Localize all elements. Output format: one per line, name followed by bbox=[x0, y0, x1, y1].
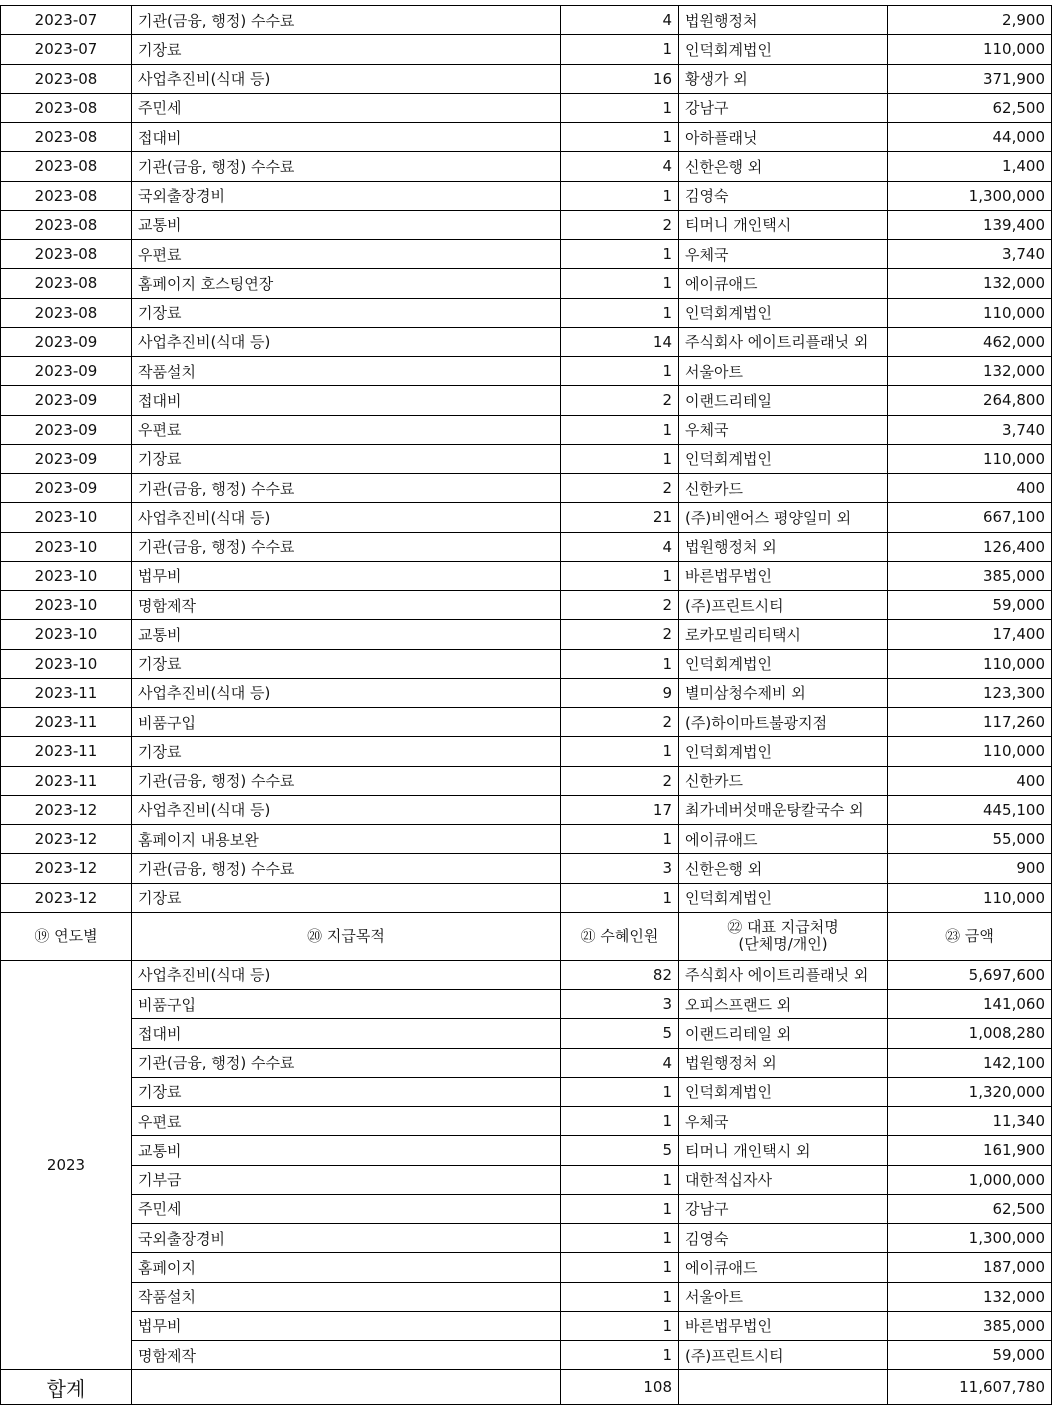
table-row bbox=[1, 357, 1052, 386]
amount-cell: 139,400 bbox=[888, 210, 1052, 239]
payee-cell: 신한은행 외 bbox=[679, 854, 888, 883]
purpose-cell: 기관(금융, 행정) 수수료 bbox=[132, 1048, 561, 1077]
payee-cell: (주)프린트시티 bbox=[679, 1341, 888, 1370]
total-payee bbox=[679, 1370, 888, 1405]
total-count: 108 bbox=[561, 1370, 679, 1405]
purpose-cell: 기관(금융, 행정) 수수료 bbox=[132, 766, 561, 795]
payee-cell: 이랜드리테일 bbox=[679, 386, 888, 415]
count-cell: 1 bbox=[561, 561, 679, 590]
month-cell: 2023-08 bbox=[1, 298, 132, 327]
month-cell: 2023-09 bbox=[1, 357, 132, 386]
count-cell: 4 bbox=[561, 1048, 679, 1077]
amount-cell: 1,320,000 bbox=[888, 1077, 1052, 1106]
purpose-cell: 기부금 bbox=[132, 1165, 561, 1194]
purpose-cell: 기장료 bbox=[132, 298, 561, 327]
count-cell: 1 bbox=[561, 35, 679, 64]
amount-cell: 110,000 bbox=[888, 35, 1052, 64]
payee-cell: 티머니 개인택시 bbox=[679, 210, 888, 239]
table-row bbox=[1, 649, 1052, 678]
count-cell: 2 bbox=[561, 210, 679, 239]
month-cell: 2023-10 bbox=[1, 649, 132, 678]
month-cell: 2023-09 bbox=[1, 386, 132, 415]
total-row bbox=[1, 1370, 1052, 1405]
total-amount: 11,607,780 bbox=[888, 1370, 1052, 1405]
amount-cell: 3,740 bbox=[888, 415, 1052, 444]
table-row bbox=[1, 532, 1052, 561]
amount-cell: 132,000 bbox=[888, 357, 1052, 386]
table-row bbox=[1, 64, 1052, 93]
payee-cell: 이랜드리테일 외 bbox=[679, 1019, 888, 1048]
count-cell: 4 bbox=[561, 6, 679, 35]
payee-cell: 로카모빌리티택시 bbox=[679, 620, 888, 649]
amount-cell: 462,000 bbox=[888, 327, 1052, 356]
amount-cell: 110,000 bbox=[888, 444, 1052, 473]
payee-cell: 법원행정처 bbox=[679, 6, 888, 35]
table-row bbox=[1, 240, 1052, 269]
month-cell: 2023-10 bbox=[1, 532, 132, 561]
purpose-cell: 접대비 bbox=[132, 386, 561, 415]
month-cell: 2023-08 bbox=[1, 269, 132, 298]
payee-cell: 티머니 개인택시 외 bbox=[679, 1136, 888, 1165]
purpose-cell: 기관(금융, 행정) 수수료 bbox=[132, 474, 561, 503]
payee-cell: 아하플래닛 bbox=[679, 123, 888, 152]
payee-cell: 김영숙 bbox=[679, 1224, 888, 1253]
payee-cell: 인덕회계법인 bbox=[679, 883, 888, 912]
payee-cell: (주)프린트시티 bbox=[679, 591, 888, 620]
table-row bbox=[1, 93, 1052, 122]
amount-cell: 264,800 bbox=[888, 386, 1052, 415]
amount-cell: 187,000 bbox=[888, 1253, 1052, 1282]
purpose-cell: 법무비 bbox=[132, 1311, 561, 1340]
purpose-cell: 주민세 bbox=[132, 93, 561, 122]
count-cell: 2 bbox=[561, 386, 679, 415]
count-cell: 21 bbox=[561, 503, 679, 532]
purpose-cell: 접대비 bbox=[132, 1019, 561, 1048]
table-row bbox=[1, 6, 1052, 35]
payee-cell: 신한카드 bbox=[679, 766, 888, 795]
purpose-cell: 명함제작 bbox=[132, 1341, 561, 1370]
header-payee-line1: ㉒ 대표 지급처명 bbox=[727, 918, 839, 937]
purpose-cell: 작품설치 bbox=[132, 1282, 561, 1311]
amount-cell: 123,300 bbox=[888, 678, 1052, 707]
count-cell: 14 bbox=[561, 327, 679, 356]
month-cell: 2023-08 bbox=[1, 123, 132, 152]
summary-year-cell: 2023 bbox=[1, 960, 132, 1370]
payee-cell: 에이큐애드 bbox=[679, 1253, 888, 1282]
count-cell: 2 bbox=[561, 474, 679, 503]
table-row bbox=[1, 415, 1052, 444]
count-cell: 1 bbox=[561, 825, 679, 854]
payee-cell: 강남구 bbox=[679, 1194, 888, 1223]
amount-cell: 110,000 bbox=[888, 883, 1052, 912]
month-cell: 2023-08 bbox=[1, 240, 132, 269]
count-cell: 1 bbox=[561, 1253, 679, 1282]
month-cell: 2023-08 bbox=[1, 64, 132, 93]
amount-cell: 62,500 bbox=[888, 93, 1052, 122]
summary-row bbox=[1, 960, 1052, 989]
month-cell: 2023-10 bbox=[1, 620, 132, 649]
table-row bbox=[1, 591, 1052, 620]
payee-cell: 별미삼청수제비 외 bbox=[679, 678, 888, 707]
payee-cell: (주)비앤어스 평양일미 외 bbox=[679, 503, 888, 532]
payee-cell: 법원행정처 외 bbox=[679, 1048, 888, 1077]
summary-row bbox=[1, 1341, 1052, 1370]
purpose-cell: 사업추진비(식대 등) bbox=[132, 64, 561, 93]
amount-cell: 59,000 bbox=[888, 591, 1052, 620]
month-cell: 2023-08 bbox=[1, 210, 132, 239]
month-cell: 2023-08 bbox=[1, 181, 132, 210]
payee-cell: 인덕회계법인 bbox=[679, 737, 888, 766]
amount-cell: 55,000 bbox=[888, 825, 1052, 854]
count-cell: 1 bbox=[561, 1194, 679, 1223]
amount-cell: 132,000 bbox=[888, 1282, 1052, 1311]
amount-cell: 62,500 bbox=[888, 1194, 1052, 1223]
purpose-cell: 기장료 bbox=[132, 649, 561, 678]
table-row bbox=[1, 883, 1052, 912]
count-cell: 4 bbox=[561, 152, 679, 181]
amount-cell: 400 bbox=[888, 766, 1052, 795]
purpose-cell: 기관(금융, 행정) 수수료 bbox=[132, 6, 561, 35]
payee-cell: 바른법무법인 bbox=[679, 561, 888, 590]
total-label: 합계 bbox=[1, 1370, 132, 1405]
amount-cell: 110,000 bbox=[888, 737, 1052, 766]
amount-cell: 5,697,600 bbox=[888, 960, 1052, 989]
purpose-cell: 국외출장경비 bbox=[132, 1224, 561, 1253]
purpose-cell: 우편료 bbox=[132, 240, 561, 269]
summary-row bbox=[1, 1253, 1052, 1282]
amount-cell: 59,000 bbox=[888, 1341, 1052, 1370]
count-cell: 1 bbox=[561, 1107, 679, 1136]
purpose-cell: 기관(금융, 행정) 수수료 bbox=[132, 152, 561, 181]
payee-cell: 인덕회계법인 bbox=[679, 649, 888, 678]
amount-cell: 371,900 bbox=[888, 64, 1052, 93]
purpose-cell: 사업추진비(식대 등) bbox=[132, 327, 561, 356]
summary-row bbox=[1, 1107, 1052, 1136]
payee-cell: 서울아트 bbox=[679, 357, 888, 386]
amount-cell: 110,000 bbox=[888, 649, 1052, 678]
amount-cell: 1,400 bbox=[888, 152, 1052, 181]
header-count: ㉑ 수혜인원 bbox=[561, 912, 679, 960]
purpose-cell: 홈페이지 호스팅연장 bbox=[132, 269, 561, 298]
table-row bbox=[1, 854, 1052, 883]
summary-row bbox=[1, 1311, 1052, 1340]
purpose-cell: 비품구입 bbox=[132, 708, 561, 737]
count-cell: 2 bbox=[561, 708, 679, 737]
month-cell: 2023-11 bbox=[1, 678, 132, 707]
count-cell: 82 bbox=[561, 960, 679, 989]
count-cell: 4 bbox=[561, 532, 679, 561]
amount-cell: 385,000 bbox=[888, 1311, 1052, 1340]
amount-cell: 1,000,000 bbox=[888, 1165, 1052, 1194]
purpose-cell: 접대비 bbox=[132, 123, 561, 152]
header-year: ⑲ 연도별 bbox=[1, 912, 132, 960]
count-cell: 2 bbox=[561, 766, 679, 795]
count-cell: 1 bbox=[561, 649, 679, 678]
amount-cell: 1,008,280 bbox=[888, 1019, 1052, 1048]
payee-cell: 황생가 외 bbox=[679, 64, 888, 93]
month-cell: 2023-07 bbox=[1, 6, 132, 35]
payee-cell: 인덕회계법인 bbox=[679, 1077, 888, 1106]
summary-row bbox=[1, 1165, 1052, 1194]
payee-cell: 주식회사 에이트리플래닛 외 bbox=[679, 960, 888, 989]
count-cell: 1 bbox=[561, 1341, 679, 1370]
count-cell: 1 bbox=[561, 181, 679, 210]
table-row bbox=[1, 152, 1052, 181]
purpose-cell: 국외출장경비 bbox=[132, 181, 561, 210]
count-cell: 17 bbox=[561, 795, 679, 824]
amount-cell: 900 bbox=[888, 854, 1052, 883]
table-row bbox=[1, 825, 1052, 854]
table-row bbox=[1, 181, 1052, 210]
amount-cell: 400 bbox=[888, 474, 1052, 503]
purpose-cell: 기관(금융, 행정) 수수료 bbox=[132, 854, 561, 883]
amount-cell: 141,060 bbox=[888, 990, 1052, 1019]
purpose-cell: 사업추진비(식대 등) bbox=[132, 503, 561, 532]
count-cell: 5 bbox=[561, 1136, 679, 1165]
purpose-cell: 법무비 bbox=[132, 561, 561, 590]
summary-row bbox=[1, 1077, 1052, 1106]
count-cell: 1 bbox=[561, 357, 679, 386]
table-row bbox=[1, 298, 1052, 327]
payee-cell: 에이큐애드 bbox=[679, 269, 888, 298]
table-row bbox=[1, 620, 1052, 649]
summary-row bbox=[1, 1019, 1052, 1048]
purpose-cell: 홈페이지 내용보완 bbox=[132, 825, 561, 854]
month-cell: 2023-12 bbox=[1, 883, 132, 912]
table-row bbox=[1, 327, 1052, 356]
total-purpose bbox=[132, 1370, 561, 1405]
month-cell: 2023-11 bbox=[1, 737, 132, 766]
header-payee bbox=[679, 912, 888, 960]
purpose-cell: 기장료 bbox=[132, 883, 561, 912]
purpose-cell: 우편료 bbox=[132, 415, 561, 444]
expense-table bbox=[0, 5, 1052, 1405]
amount-cell: 44,000 bbox=[888, 123, 1052, 152]
payee-cell: 우체국 bbox=[679, 415, 888, 444]
summary-row bbox=[1, 1136, 1052, 1165]
header-payee-line2: (단체명/개인) bbox=[738, 935, 828, 954]
purpose-cell: 교통비 bbox=[132, 1136, 561, 1165]
purpose-cell: 명함제작 bbox=[132, 591, 561, 620]
table-row bbox=[1, 444, 1052, 473]
month-cell: 2023-08 bbox=[1, 152, 132, 181]
count-cell: 1 bbox=[561, 737, 679, 766]
summary-row bbox=[1, 990, 1052, 1019]
table-row bbox=[1, 678, 1052, 707]
header-purpose: ⑳ 지급목적 bbox=[132, 912, 561, 960]
payee-cell: 신한은행 외 bbox=[679, 152, 888, 181]
table-row bbox=[1, 386, 1052, 415]
payee-cell: 주식회사 에이트리플래닛 외 bbox=[679, 327, 888, 356]
purpose-cell: 주민세 bbox=[132, 1194, 561, 1223]
amount-cell: 161,900 bbox=[888, 1136, 1052, 1165]
count-cell: 1 bbox=[561, 1224, 679, 1253]
payee-cell: 오피스프랜드 외 bbox=[679, 990, 888, 1019]
amount-cell: 2,900 bbox=[888, 6, 1052, 35]
payee-cell: 바른법무법인 bbox=[679, 1311, 888, 1340]
count-cell: 1 bbox=[561, 123, 679, 152]
amount-cell: 110,000 bbox=[888, 298, 1052, 327]
month-cell: 2023-10 bbox=[1, 591, 132, 620]
month-cell: 2023-12 bbox=[1, 825, 132, 854]
count-cell: 1 bbox=[561, 1311, 679, 1340]
month-cell: 2023-10 bbox=[1, 503, 132, 532]
table-row bbox=[1, 123, 1052, 152]
count-cell: 2 bbox=[561, 620, 679, 649]
amount-cell: 132,000 bbox=[888, 269, 1052, 298]
amount-cell: 117,260 bbox=[888, 708, 1052, 737]
payee-cell: 강남구 bbox=[679, 93, 888, 122]
purpose-cell: 기관(금융, 행정) 수수료 bbox=[132, 532, 561, 561]
table-row bbox=[1, 503, 1052, 532]
payee-cell: 법원행정처 외 bbox=[679, 532, 888, 561]
table-row bbox=[1, 795, 1052, 824]
purpose-cell: 기장료 bbox=[132, 444, 561, 473]
month-cell: 2023-10 bbox=[1, 561, 132, 590]
table-row bbox=[1, 708, 1052, 737]
payee-cell: 인덕회계법인 bbox=[679, 444, 888, 473]
count-cell: 2 bbox=[561, 591, 679, 620]
table-row bbox=[1, 737, 1052, 766]
purpose-cell: 사업추진비(식대 등) bbox=[132, 960, 561, 989]
purpose-cell: 작품설치 bbox=[132, 357, 561, 386]
payee-cell: 인덕회계법인 bbox=[679, 35, 888, 64]
purpose-cell: 비품구입 bbox=[132, 990, 561, 1019]
amount-cell: 445,100 bbox=[888, 795, 1052, 824]
payee-cell: 대한적십자사 bbox=[679, 1165, 888, 1194]
summary-row bbox=[1, 1224, 1052, 1253]
purpose-cell: 우편료 bbox=[132, 1107, 561, 1136]
count-cell: 1 bbox=[561, 93, 679, 122]
month-cell: 2023-09 bbox=[1, 474, 132, 503]
month-cell: 2023-07 bbox=[1, 35, 132, 64]
count-cell: 1 bbox=[561, 1282, 679, 1311]
count-cell: 1 bbox=[561, 415, 679, 444]
payee-cell: 서울아트 bbox=[679, 1282, 888, 1311]
count-cell: 1 bbox=[561, 269, 679, 298]
month-cell: 2023-11 bbox=[1, 766, 132, 795]
month-cell: 2023-09 bbox=[1, 415, 132, 444]
amount-cell: 3,740 bbox=[888, 240, 1052, 269]
count-cell: 1 bbox=[561, 240, 679, 269]
month-cell: 2023-12 bbox=[1, 795, 132, 824]
purpose-cell: 기장료 bbox=[132, 35, 561, 64]
payee-cell: 최가네버섯매운탕칼국수 외 bbox=[679, 795, 888, 824]
amount-cell: 142,100 bbox=[888, 1048, 1052, 1077]
payee-cell: 김영숙 bbox=[679, 181, 888, 210]
amount-cell: 17,400 bbox=[888, 620, 1052, 649]
count-cell: 1 bbox=[561, 1165, 679, 1194]
payee-cell: 우체국 bbox=[679, 240, 888, 269]
table-row bbox=[1, 561, 1052, 590]
amount-cell: 667,100 bbox=[888, 503, 1052, 532]
month-cell: 2023-09 bbox=[1, 444, 132, 473]
amount-cell: 11,340 bbox=[888, 1107, 1052, 1136]
purpose-cell: 교통비 bbox=[132, 620, 561, 649]
amount-cell: 1,300,000 bbox=[888, 181, 1052, 210]
month-cell: 2023-08 bbox=[1, 93, 132, 122]
amount-cell: 126,400 bbox=[888, 532, 1052, 561]
purpose-cell: 홈페이지 bbox=[132, 1253, 561, 1282]
month-cell: 2023-09 bbox=[1, 327, 132, 356]
payee-cell: 인덕회계법인 bbox=[679, 298, 888, 327]
count-cell: 3 bbox=[561, 990, 679, 1019]
month-cell: 2023-11 bbox=[1, 708, 132, 737]
count-cell: 9 bbox=[561, 678, 679, 707]
payee-cell: (주)하이마트불광지점 bbox=[679, 708, 888, 737]
purpose-cell: 사업추진비(식대 등) bbox=[132, 678, 561, 707]
table-row bbox=[1, 766, 1052, 795]
summary-row bbox=[1, 1282, 1052, 1311]
amount-cell: 385,000 bbox=[888, 561, 1052, 590]
amount-cell: 1,300,000 bbox=[888, 1224, 1052, 1253]
payee-cell: 에이큐애드 bbox=[679, 825, 888, 854]
count-cell: 1 bbox=[561, 1077, 679, 1106]
payee-cell: 우체국 bbox=[679, 1107, 888, 1136]
count-cell: 16 bbox=[561, 64, 679, 93]
purpose-cell: 사업추진비(식대 등) bbox=[132, 795, 561, 824]
count-cell: 1 bbox=[561, 298, 679, 327]
summary-header-row bbox=[1, 912, 1052, 960]
count-cell: 1 bbox=[561, 883, 679, 912]
table-row bbox=[1, 269, 1052, 298]
month-cell: 2023-12 bbox=[1, 854, 132, 883]
header-amount: ㉓ 금액 bbox=[888, 912, 1052, 960]
purpose-cell: 기장료 bbox=[132, 1077, 561, 1106]
purpose-cell: 교통비 bbox=[132, 210, 561, 239]
summary-row bbox=[1, 1048, 1052, 1077]
summary-row bbox=[1, 1194, 1052, 1223]
purpose-cell: 기장료 bbox=[132, 737, 561, 766]
payee-cell: 신한카드 bbox=[679, 474, 888, 503]
table-row bbox=[1, 35, 1052, 64]
table-row bbox=[1, 210, 1052, 239]
table-row bbox=[1, 474, 1052, 503]
count-cell: 3 bbox=[561, 854, 679, 883]
count-cell: 5 bbox=[561, 1019, 679, 1048]
count-cell: 1 bbox=[561, 444, 679, 473]
